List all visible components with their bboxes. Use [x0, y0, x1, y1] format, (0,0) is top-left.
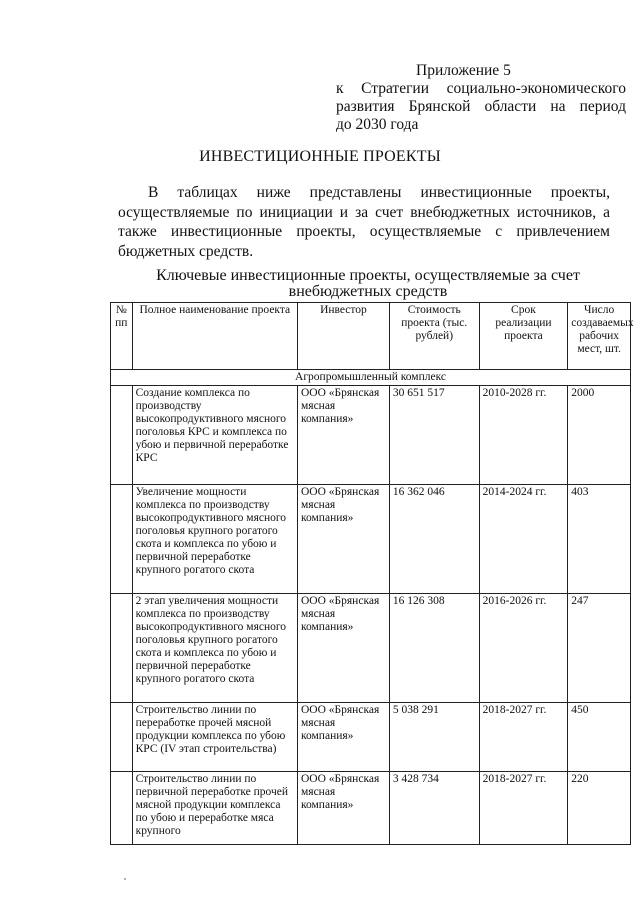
cell-name: 2 этап увеличения мощности комплекса по производству высокопродуктивного мясного поголовья крупного рогатого скота и комплекса по убою и первичной переработке крупного рогатого скота — [132, 594, 297, 703]
cell-cost: 16 362 046 — [389, 485, 479, 594]
cell-jobs: 220 — [568, 772, 631, 845]
cell-num — [111, 386, 133, 485]
appendix-line: развития Брянской области на период — [336, 98, 626, 115]
cell-name: Создание комплекса по производству высокопродуктивного мясного поголовья КРС и комплекса по убою и первичной переработке КРС — [132, 386, 297, 485]
cell-jobs: 247 — [568, 594, 631, 703]
cell-investor: ООО «Брянская мясная компания» — [298, 594, 390, 703]
cell-investor: ООО «Брянская мясная компания» — [298, 772, 390, 845]
cell-jobs: 450 — [568, 703, 631, 772]
cell-cost: 16 126 308 — [389, 594, 479, 703]
section-label: Агропромышленный комплекс — [111, 370, 631, 386]
cell-name: Увеличение мощности комплекса по производству высокопродуктивного мясного поголовья крупного рогатого скота и комплекса по убою и первичной переработке крупного рогатого скота — [132, 485, 297, 594]
header-investor: Инвестор — [298, 303, 390, 370]
header-num: № пп — [111, 303, 133, 370]
cell-investor: ООО «Брянская мясная компания» — [298, 386, 390, 485]
cell-num — [111, 594, 133, 703]
appendix-line: к Стратегии социально-экономического — [336, 80, 626, 97]
cell-num — [111, 772, 133, 845]
cell-term: 2016-2026 гг. — [479, 594, 568, 703]
cell-num — [111, 485, 133, 594]
table-row — [111, 703, 631, 772]
header-jobs: Число создаваемых рабочих мест, шт. — [568, 303, 631, 370]
cell-term: 2014-2024 гг. — [479, 485, 568, 594]
projects-table — [110, 302, 634, 845]
appendix-title: Приложение 5 — [416, 62, 511, 79]
cell-num — [111, 703, 133, 772]
cell-investor: ООО «Брянская мясная компания» — [298, 485, 390, 594]
appendix-line: до 2030 года — [336, 116, 419, 133]
cell-name: Строительство линии по первичной переработке прочей мясной продукции комплекса по убою и переработке мяса крупного — [132, 772, 297, 845]
table-row — [111, 772, 631, 845]
header-name: Полное наименование проекта — [132, 303, 297, 370]
intro-paragraph: В таблицах ниже представлены инвестиционные проекты, осуществляемые по инициации и за счет внебюджетных источников, а также инвестиционные проекты, осуществляемые с привлечением бюджетных средств. — [118, 184, 610, 260]
table-row — [111, 594, 631, 703]
table-row — [111, 485, 631, 594]
scan-speck — [124, 878, 126, 880]
section-row — [111, 370, 631, 386]
cell-cost: 3 428 734 — [389, 772, 479, 845]
cell-investor: ООО «Брянская мясная компания» — [298, 703, 390, 772]
cell-cost: 5 038 291 — [389, 703, 479, 772]
table-header-row — [111, 303, 631, 370]
document-title: ИНВЕСТИЦИОННЫЕ ПРОЕКТЫ — [199, 148, 441, 165]
cell-jobs: 403 — [568, 485, 631, 594]
cell-jobs: 2000 — [568, 386, 631, 485]
header-term: Срок реализации проекта — [479, 303, 568, 370]
cell-term: 2018-2027 гг. — [479, 772, 568, 845]
cell-term: 2010-2028 гг. — [479, 386, 568, 485]
table-caption: Ключевые инвестиционные проекты, осуществляемые за счет внебюджетных средств — [156, 267, 580, 300]
table-row — [111, 386, 631, 485]
cell-cost: 30 651 517 — [389, 386, 479, 485]
header-cost: Стоимость проекта (тыс. рублей) — [389, 303, 479, 370]
cell-name: Строительство линии по переработке прочей мясной продукции комплекса по убою КРС (IV этап строительства) — [132, 703, 297, 772]
cell-term: 2018-2027 гг. — [479, 703, 568, 772]
appendix-header — [336, 62, 626, 134]
